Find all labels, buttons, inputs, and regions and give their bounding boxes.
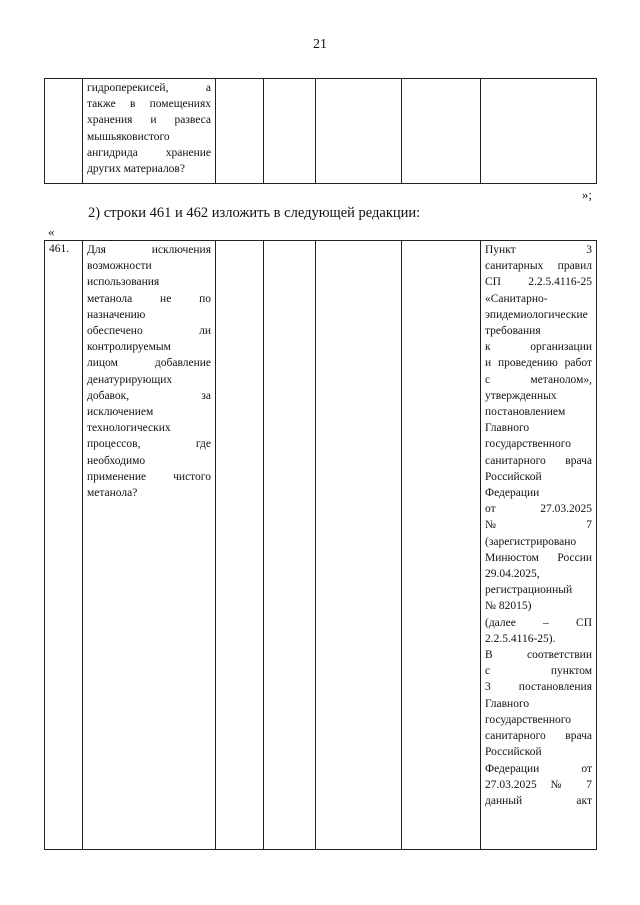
text-line: Пункт 3 [485, 244, 592, 256]
requirements-text [481, 241, 596, 810]
amendment-instruction: 2) строки 461 и 462 изложить в следующей редакции: [88, 205, 421, 221]
text-line: № 82015) [485, 600, 532, 613]
text-line: Российской [485, 746, 542, 759]
empty-cell [264, 241, 316, 850]
text-line: и проведению работ [485, 357, 592, 370]
text-line: ангидрида хранение [87, 146, 211, 159]
text-line: применение чистого [87, 470, 211, 483]
text-line: регистрационный [485, 584, 573, 597]
text-line: утвержденных [485, 389, 557, 402]
text-line: 29.04.2025, [485, 568, 540, 581]
text-line: (далее – СП [485, 616, 592, 629]
previous-table-fragment [44, 78, 597, 184]
text-line: с метанолом», [485, 373, 592, 386]
text-line: хранения и развеса [87, 114, 211, 127]
requirements-cell [481, 241, 597, 850]
text-line: Главного [485, 697, 530, 710]
text-line: использования [87, 276, 160, 289]
empty-cell [216, 79, 264, 184]
text-line: назначению [87, 308, 146, 321]
text-line: (зарегистрировано [485, 535, 577, 548]
text-line: мышьяковистого [87, 130, 170, 143]
text-line: Федерации от [485, 762, 592, 775]
text-line: Для исключения [87, 244, 211, 256]
page-number: 21 [313, 37, 327, 52]
empty-cell [264, 79, 316, 184]
text-line: Минюстом России [485, 551, 592, 564]
text-line: государственного [485, 713, 571, 726]
text-line: исключением [87, 406, 154, 419]
text-line: «Санитарно- [485, 292, 548, 305]
question-cell [83, 79, 216, 184]
text-line: В соответствии [485, 649, 592, 662]
text-line: Главного [485, 422, 530, 435]
text-line: данный акт [485, 794, 592, 807]
opening-quote: « [48, 224, 55, 239]
text-line: санитарного врача [485, 454, 592, 467]
text-line: Федерации [485, 487, 540, 500]
question-cell [83, 241, 216, 850]
text-line: контролируемым [87, 341, 171, 354]
text-line: 3 постановления [485, 681, 592, 694]
text-line: с пунктом [485, 665, 592, 678]
empty-cell [316, 241, 402, 850]
text-line: возможности [87, 260, 152, 273]
text-line: № 7 [485, 519, 592, 532]
text-line: 27.03.2025 № 7 [485, 778, 592, 791]
row-number-cell [45, 241, 83, 850]
text-line: от 27.03.2025 [485, 503, 592, 516]
text-line: лицом добавление [87, 357, 211, 370]
text-line: процессов, где [87, 438, 211, 451]
text-line: санитарных правил [485, 260, 592, 273]
empty-cell [481, 79, 597, 184]
text-line: государственного [485, 438, 571, 451]
text-line: постановлением [485, 406, 566, 419]
text-line: также в помещениях [87, 98, 211, 111]
empty-cell [216, 241, 264, 850]
text-line: необходимо [87, 454, 146, 467]
number-cell [45, 79, 83, 184]
amended-rows-table [44, 240, 597, 850]
empty-cell [402, 79, 481, 184]
text-line: денатурирующих [87, 373, 173, 386]
empty-cell [316, 79, 402, 184]
question-text [83, 79, 215, 178]
text-line: технологических [87, 422, 171, 435]
text-line: 2.2.5.4116-25). [485, 632, 556, 645]
text-line: к организации [485, 341, 592, 354]
table-row [45, 241, 597, 850]
text-line: обеспечено ли [87, 325, 211, 338]
text-line: гидроперекисей, а [87, 82, 211, 94]
text-line: эпидемиологические [485, 308, 588, 321]
text-line: добавок, за [87, 389, 211, 402]
closing-quote: »; [581, 187, 592, 202]
table-row [45, 79, 597, 184]
text-line: других материалов? [87, 163, 185, 176]
empty-cell [402, 241, 481, 850]
text-line: метанола? [87, 487, 138, 500]
row-number: 461. [49, 243, 70, 255]
text-line: Российской [485, 470, 542, 483]
text-line: санитарного врача [485, 730, 592, 743]
question-text [83, 241, 215, 502]
text-line: требования [485, 325, 541, 338]
text-line: метанола не по [87, 292, 211, 305]
text-line: СП 2.2.5.4116-25 [485, 276, 592, 289]
